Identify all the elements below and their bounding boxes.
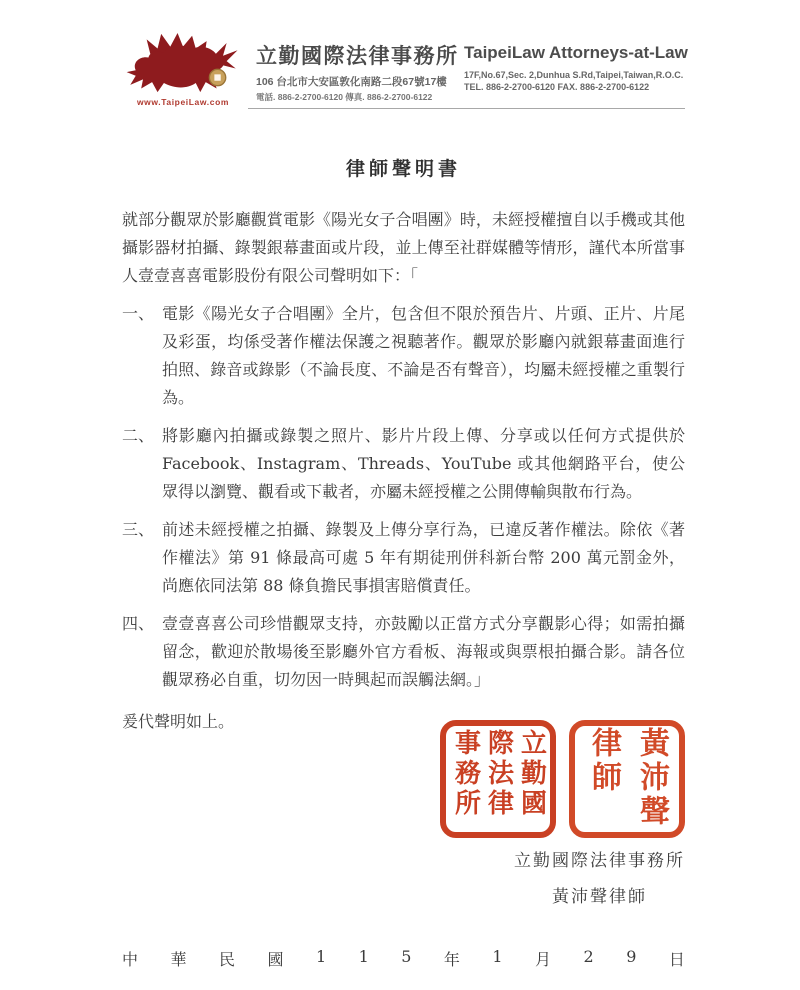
header-divider [248, 108, 685, 109]
statement-item-3 [122, 516, 685, 600]
item-text: 電影《陽光女子合唱團》全片，包含但不限於預告片、片頭、正片、片尾及彩蛋，均係受著作權法保護之視聽著作。觀眾於影廳內就銀幕畫面進行拍照、錄音或錄影（不論長度、不論是否有聲音），均屬未經授權之重製行為。 [162, 304, 685, 407]
date-token: 5 [401, 947, 412, 966]
document-title: 律師聲明書 [345, 158, 461, 180]
statement-item-2 [122, 422, 685, 506]
statement-list [122, 300, 685, 694]
statement-item-4 [122, 610, 685, 694]
date-token: 2 [583, 947, 594, 966]
dragon-horse-logo-icon [123, 30, 243, 96]
item-text: 將影廳內拍攝或錄製之照片、影片片段上傳、分享或以任何方式提供於 Facebook、Instagram、Threads、YouTube 或其他網路平台，使公眾得以瀏覽、觀看或下載者，亦屬未經授權之公開傳輸與散布行為。 [162, 426, 685, 501]
seal-row [122, 720, 685, 838]
date-token: 1 [315, 947, 327, 966]
date-token: 民 [218, 950, 235, 969]
item-text: 前述未經授權之拍攝、錄製及上傳分享行為，已違反著作權法。除依《著作權法》第 91 條最高可處 5 年有期徒刑併科新台幣 200 萬元罰金外，尚應依同法第 88 條負擔民事損害賠償責任。 [162, 520, 685, 595]
date-line [122, 947, 685, 970]
date-token: 日 [668, 950, 685, 969]
firm-name-en: TaipeiLaw Attorneys-at-Law [464, 43, 688, 62]
firm-address-zh: 106 台北市大安區敦化南路二段67號17樓 [256, 76, 447, 88]
closing-line: 爰代聲明如上。 [122, 712, 235, 731]
firm-name-zh: 立勤國際法律事務所 [256, 43, 459, 68]
statement-item-1 [122, 300, 685, 412]
date-token: 月 [535, 950, 552, 969]
date-token: 1 [492, 947, 503, 966]
firm-info-zh [256, 40, 459, 103]
item-marker: 三、 [122, 520, 155, 539]
lawyer-seal-text: 黃沛聲律師 [586, 727, 669, 829]
item-marker: 二、 [122, 426, 155, 445]
item-text: 壹壹喜喜公司珍惜觀眾支持，亦鼓勵以正當方式分享觀影心得；如需拍攝留念，歡迎於散場後至影廳外官方看板、海報或與票根拍攝合影。請各位觀眾務必自重，切勿因一時興起而誤觸法網。」 [162, 614, 685, 689]
item-marker: 一、 [122, 304, 155, 323]
date-token: 國 [267, 950, 284, 969]
lawyer-seal-stamp [569, 720, 685, 838]
intro-paragraph: 就部分觀眾於影廳觀賞電影《陽光女子合唱團》時，未經授權擅自以手機或其他攝影器材拍攝、錄製銀幕畫面或片段，並上傳至社群媒體等情形，謹代本所當事人壹壹喜喜電影股份有限公司聲明如下：「 [122, 210, 685, 285]
firm-seal-stamp [440, 720, 556, 838]
date-token: 中 [122, 950, 139, 969]
signature-block [514, 846, 685, 907]
date-token: 1 [358, 947, 369, 966]
signature-firm-name: 立勤國際法律事務所 [514, 851, 685, 871]
date-token: 華 [170, 950, 187, 969]
firm-address-en: 17F,No.67,Sec. 2,Dunhua S.Rd,Taipei,Taiwan,R.O.C. [464, 70, 684, 80]
firm-logo [120, 30, 246, 107]
firm-info-en [464, 43, 688, 92]
firm-phone-zh: 電話. 886-2-2700-6120 傳真. 886-2-2700-6122 [256, 92, 433, 102]
letterhead [122, 30, 688, 118]
item-marker: 四、 [122, 614, 155, 633]
logo-website-text: www.TaipeiLaw.com [136, 97, 230, 107]
firm-phone-en: TEL. 886-2-2700-6120 FAX. 886-2-2700-6122 [464, 82, 650, 92]
signature-lawyer-name: 黃沛聲律師 [552, 887, 647, 907]
date-token: 9 [626, 947, 637, 966]
firm-seal-text: 立勤國際法律事務所 [450, 729, 547, 819]
date-token: 年 [443, 950, 460, 969]
